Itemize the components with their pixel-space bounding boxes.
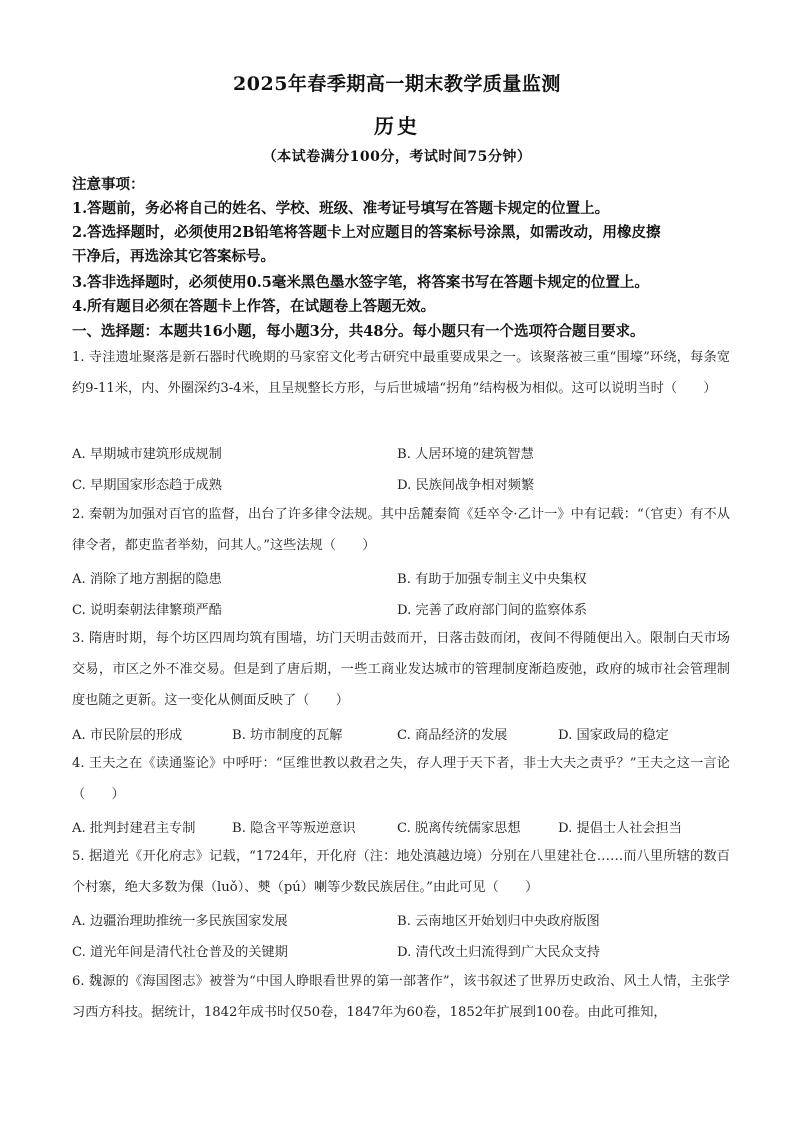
question-3-option-d[interactable]: D. 国家政局的稳定 bbox=[558, 728, 669, 743]
question-2-option-b[interactable]: B. 有助于加强专制主义中央集权 bbox=[397, 572, 587, 587]
note-item: 3.答非选择题时，必须使用0.5毫米黑色墨水签字笔，将答案书写在答题卡规定的位置上。 bbox=[72, 274, 649, 291]
question-5-option-d[interactable]: D. 清代改土归流得到广大民众支持 bbox=[397, 945, 601, 960]
question-3-option-b[interactable]: B. 坊市制度的瓦解 bbox=[232, 728, 343, 743]
section-heading: 一、选择题：本题共16小题，每小题3分，共48分。每小题只有一个选项符合题目要求。 bbox=[72, 323, 645, 340]
question-1-option-d[interactable]: D. 民族间战争相对频繁 bbox=[397, 478, 535, 493]
question-3-stem: 3. 隋唐时期，每个坊区四周均筑有围墙，坊门天明击鼓而开，日落击鼓而闭，夜间不得随便出入。限制白天市场交易，市区之外不准交易。但是到了唐后期，一些工商业发达城市的管理制度渐趋废弛，政府的城市社会管理制度也随之更新。这一变化从侧面反映了（ ） bbox=[72, 631, 730, 708]
question-2-option-a[interactable]: A. 消除了地方割据的隐患 bbox=[72, 572, 222, 587]
exam-title: 2025年春季期高一期末教学质量监测 bbox=[233, 73, 561, 95]
question-4-option-c[interactable]: C. 脱离传统儒家思想 bbox=[397, 821, 521, 836]
question-4-option-b[interactable]: B. 隐含平等叛逆意识 bbox=[232, 821, 356, 836]
question-6-stem: 6. 魏源的《海国图志》被誉为“中国人睁眼看世界的第一部著作”，该书叙述了世界历史政治、风土人情，主张学习西方科技。据统计，1842年成书时仅50卷，1847年为60卷，1852年扩展到100卷。由此可推知， bbox=[72, 974, 730, 1020]
notes-heading: 注意事项： bbox=[72, 176, 145, 193]
question-5-option-b[interactable]: B. 云南地区开始划归中央政府版图 bbox=[397, 914, 600, 929]
question-1-option-b[interactable]: B. 人居环境的建筑智慧 bbox=[397, 447, 534, 462]
subject-title: 历史 bbox=[374, 114, 420, 138]
exam-info: （本试卷满分100分，考试时间75分钟） bbox=[262, 149, 532, 165]
question-2-option-c[interactable]: C. 说明秦朝法律繁琐严酷 bbox=[72, 603, 222, 618]
note-item: 4.所有题目必须在答题卡上作答，在试题卷上答题无效。 bbox=[72, 298, 436, 315]
question-1-option-c[interactable]: C. 早期国家形态趋于成熟 bbox=[72, 478, 222, 493]
note-item: 干净后，再选涂其它答案标号。 bbox=[72, 248, 275, 265]
question-4-option-d[interactable]: D. 提倡士人社会担当 bbox=[558, 821, 682, 836]
question-4-option-a[interactable]: A. 批判封建君主专制 bbox=[72, 821, 196, 836]
question-2-option-d[interactable]: D. 完善了政府部门间的监察体系 bbox=[397, 603, 587, 618]
question-2-stem: 2. 秦朝为加强对百官的监督，出台了许多律令法规。其中岳麓秦简《廷卒令·乙计一》中有记载：“（官吏）有不从律令者，都吏监者举劾，问其人。”这些法规（ ） bbox=[72, 507, 730, 553]
note-item: 1.答题前，务必将自己的姓名、学校、班级、准考证号填写在答题卡规定的位置上。 bbox=[72, 200, 610, 217]
question-3-option-a[interactable]: A. 市民阶层的形成 bbox=[72, 728, 183, 743]
question-5-option-c[interactable]: C. 道光年间是清代社仓普及的关键期 bbox=[72, 945, 288, 960]
question-4-stem: 4. 王夫之在《读通鉴论》中呼吁：“匡维世教以救君之失，存人理于天下者，非士大夫之责乎？”王夫之这一言论（ ） bbox=[72, 756, 730, 802]
question-1-stem: 1. 寺洼遗址聚落是新石器时代晚期的马家窑文化考古研究中最重要成果之一。该聚落被三重“围壕”环绕，每条宽约9-11米，内、外圈深约3-4米，且呈规整长方形，与后世城墙“拐角”结构极为相似。这可以说明当时（ ） bbox=[72, 350, 730, 396]
question-5-stem: 5. 据道光《开化府志》记载，“1724年，开化府（注：地处滇越边境）分别在八里建社仓……而八里所辖的数百个村寨，绝大多数为倮（luǒ）、僰（pú）喇等少数民族居住。”由此可见（ ） bbox=[72, 849, 730, 895]
note-item: 2.答选择题时，必须使用2B铅笔将答题卡上对应题目的答案标号涂黑，如需改动，用橡皮擦 bbox=[72, 224, 661, 241]
question-3-option-c[interactable]: C. 商品经济的发展 bbox=[397, 728, 508, 743]
question-5-option-a[interactable]: A. 边疆治理助推统一多民族国家发展 bbox=[72, 914, 288, 929]
question-1-option-a[interactable]: A. 早期城市建筑形成规制 bbox=[72, 447, 222, 462]
